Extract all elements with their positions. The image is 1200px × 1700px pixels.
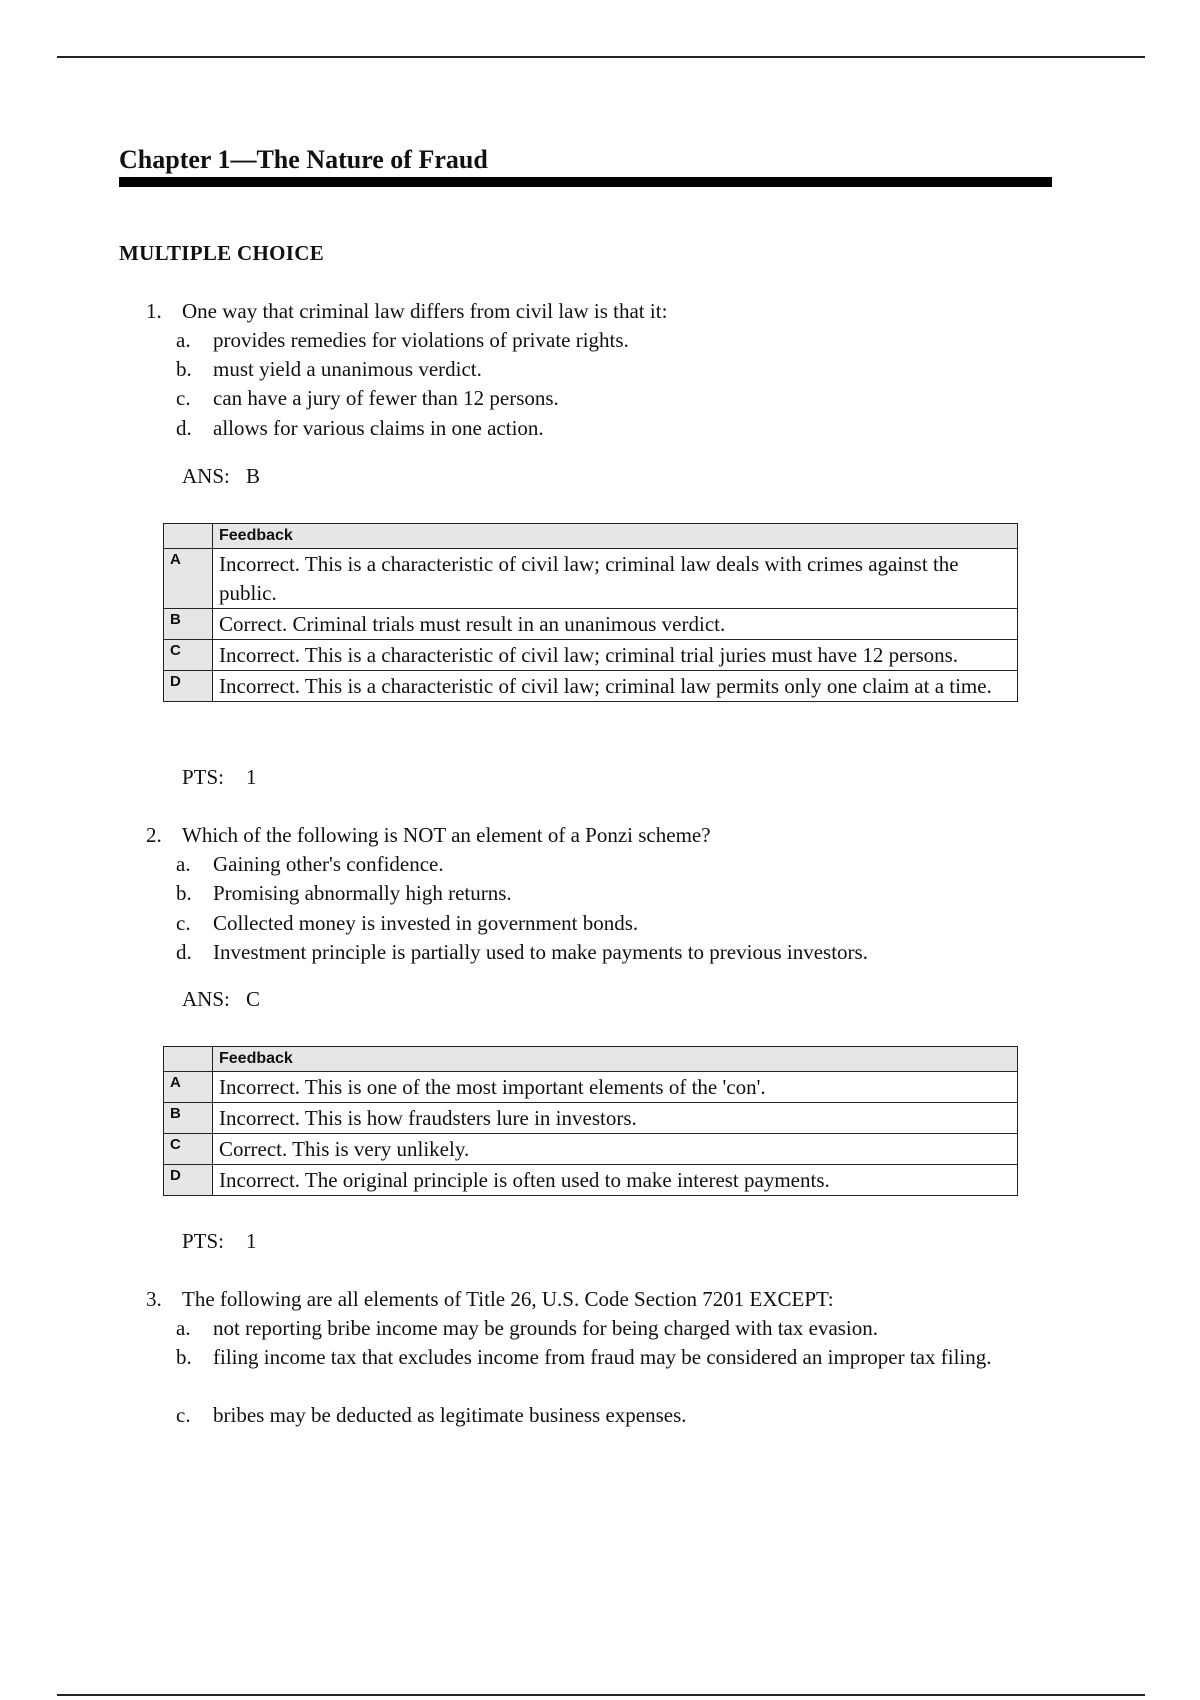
option-letter: d.	[176, 940, 192, 964]
option-letter: a.	[176, 1316, 191, 1340]
option-text: Investment principle is partially used to make payments to previous investors.	[213, 940, 868, 964]
feedback-header-row	[164, 1047, 1018, 1072]
feedback-row-d	[164, 671, 1018, 702]
feedback-header: Feedback	[213, 524, 1018, 549]
feedback-table	[163, 1046, 1018, 1196]
option-letter: b.	[176, 1345, 192, 1369]
feedback-row-b	[164, 1103, 1018, 1134]
feedback-key: D	[164, 1165, 213, 1196]
question-number: 2.	[146, 823, 162, 847]
question-text: The following are all elements of Title 26, U.S. Code Section 7201 EXCEPT:	[182, 1287, 834, 1311]
feedback-text: Incorrect. This is a characteristic of civil law; criminal law permits only one claim at a time.	[213, 671, 1018, 702]
option-letter: a.	[176, 328, 191, 352]
page-top-rule	[57, 56, 1145, 58]
points-line	[182, 763, 257, 792]
feedback-header-row	[164, 524, 1018, 549]
feedback-key: A	[164, 1072, 213, 1103]
question-number: 1.	[146, 299, 162, 323]
feedback-text: Incorrect. This is how fraudsters lure in investors.	[213, 1103, 1018, 1134]
feedback-text: Correct. This is very unlikely.	[213, 1134, 1018, 1165]
feedback-text: Incorrect. This is one of the most important elements of the 'con'.	[213, 1072, 1018, 1103]
feedback-corner-cell	[164, 1047, 213, 1072]
points-value: 1	[246, 765, 257, 789]
question-text: One way that criminal law differs from civil law is that it:	[182, 299, 668, 323]
option-letter: c.	[176, 911, 191, 935]
section-heading: MULTIPLE CHOICE	[119, 241, 325, 265]
feedback-key: A	[164, 549, 213, 609]
question-text: Which of the following is NOT an element of a Ponzi scheme?	[182, 823, 711, 847]
option-text: not reporting bribe income may be grounds for being charged with tax evasion.	[213, 1316, 879, 1340]
answer-line	[182, 462, 260, 491]
option-text: allows for various claims in one action.	[213, 416, 544, 440]
feedback-row-c	[164, 1134, 1018, 1165]
option-text: filing income tax that excludes income from fraud may be considered an improper tax filing.	[213, 1345, 992, 1369]
option-text: Promising abnormally high returns.	[213, 881, 512, 905]
points-label: PTS:	[182, 765, 225, 789]
feedback-row-d	[164, 1165, 1018, 1196]
answer-label: ANS:	[182, 987, 230, 1011]
feedback-text: Incorrect. The original principle is often used to make interest payments.	[213, 1165, 1018, 1196]
feedback-row-c	[164, 640, 1018, 671]
option-text: Gaining other's confidence.	[213, 852, 444, 876]
feedback-key: C	[164, 640, 213, 671]
feedback-row-b	[164, 609, 1018, 640]
answer-value: B	[246, 464, 261, 488]
chapter-title: Chapter 1—The Nature of Fraud	[119, 145, 488, 174]
points-value: 1	[246, 1229, 257, 1253]
feedback-key: B	[164, 1103, 213, 1134]
option-text: Collected money is invested in government bonds.	[213, 911, 639, 935]
option-text: provides remedies for violations of private rights.	[213, 328, 629, 352]
feedback-key: D	[164, 671, 213, 702]
option-letter: d.	[176, 416, 192, 440]
option-letter: a.	[176, 852, 191, 876]
answer-line	[182, 985, 260, 1014]
feedback-corner-cell	[164, 524, 213, 549]
option-letter: b.	[176, 881, 192, 905]
feedback-header: Feedback	[213, 1047, 1018, 1072]
chapter-title-bar	[119, 177, 1052, 187]
page-bottom-rule	[57, 1694, 1145, 1696]
answer-value: C	[246, 987, 261, 1011]
points-label: PTS:	[182, 1229, 225, 1253]
option-letter: c.	[176, 1403, 191, 1427]
feedback-row-a	[164, 1072, 1018, 1103]
option-letter: b.	[176, 357, 192, 381]
answer-label: ANS:	[182, 464, 230, 488]
points-line	[182, 1227, 257, 1256]
option-letter: c.	[176, 386, 191, 410]
option-text: can have a jury of fewer than 12 persons.	[213, 386, 559, 410]
feedback-table	[163, 523, 1018, 702]
option-text: bribes may be deducted as legitimate business expenses.	[213, 1403, 687, 1427]
feedback-row-a	[164, 549, 1018, 609]
feedback-key: B	[164, 609, 213, 640]
feedback-text: Incorrect. This is a characteristic of civil law; criminal law deals with crimes against the public.	[213, 549, 1018, 609]
option-text: must yield a unanimous verdict.	[213, 357, 482, 381]
feedback-key: C	[164, 1134, 213, 1165]
feedback-text: Incorrect. This is a characteristic of civil law; criminal trial juries must have 12 persons.	[213, 640, 1018, 671]
question-number: 3.	[146, 1287, 162, 1311]
feedback-text: Correct. Criminal trials must result in an unanimous verdict.	[213, 609, 1018, 640]
